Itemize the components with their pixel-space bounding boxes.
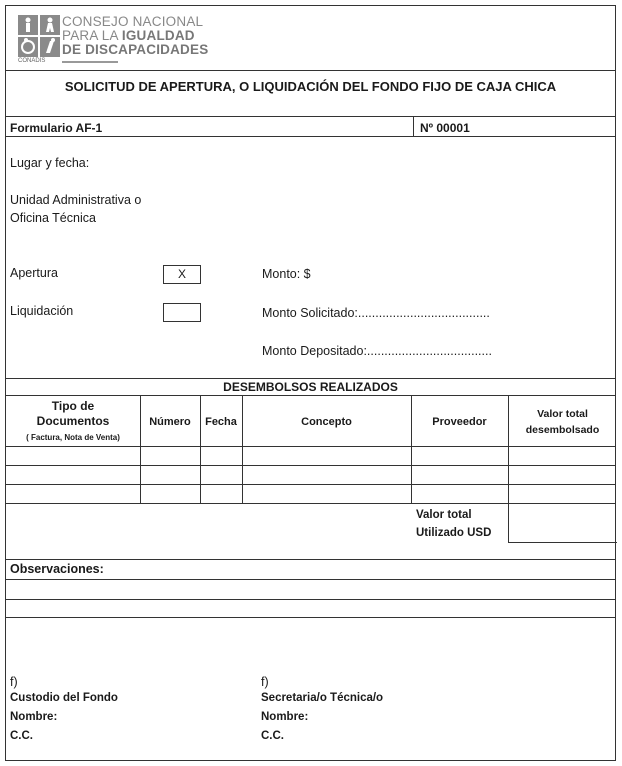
total-label-line2: Utilizado USD	[416, 527, 492, 539]
table-col-line	[140, 395, 141, 503]
observation-line	[6, 617, 615, 618]
monto-depositado-label: Monto Depositado:....................................	[262, 344, 492, 358]
left-sign-cc: C.C.	[10, 730, 33, 742]
header-fecha: Fecha	[205, 416, 237, 428]
left-sign-name: Nombre:	[10, 711, 58, 723]
org-abbr: CONADIS	[18, 58, 46, 64]
table-row-line	[6, 503, 615, 504]
divider	[6, 116, 615, 117]
place-date-label: Lugar y fecha:	[10, 156, 90, 170]
monto-solicitado-label: Monto Solicitado:......................................	[262, 306, 490, 320]
header-valor-line2: desembolsado	[525, 424, 600, 436]
observation-line	[6, 579, 615, 580]
apertura-checkbox[interactable]: X	[163, 265, 201, 284]
right-sign-f: f)	[261, 675, 269, 689]
table-row-line	[6, 465, 615, 466]
divider	[6, 559, 615, 560]
form-number: Nº 00001	[420, 121, 470, 135]
liquidacion-label: Liquidación	[10, 304, 74, 318]
header-tipo-line2: Documentos	[36, 414, 110, 428]
header-numero: Número	[149, 416, 191, 428]
left-sign-role: Custodio del Fondo	[10, 692, 118, 704]
table-row-line	[6, 484, 615, 485]
right-sign-name: Nombre:	[261, 711, 309, 723]
apertura-label: Apertura	[10, 266, 58, 280]
right-sign-role: Secretaria/o Técnica/o	[261, 692, 384, 704]
table-col-line	[200, 395, 201, 503]
unit-label-line1: Unidad Administrativa o	[10, 193, 142, 207]
right-sign-cc: C.C.	[261, 730, 284, 742]
header-tipo-line1: Tipo de	[51, 399, 95, 413]
header-concepto: Concepto	[301, 416, 352, 428]
org-line3: DE DISCAPACIDADES	[62, 42, 209, 57]
table-col-line	[242, 395, 243, 503]
observations-label: Observaciones:	[10, 562, 104, 576]
unit-label-line2: Oficina Técnica	[10, 211, 96, 225]
left-sign-f: f)	[10, 675, 18, 689]
org-line1: CONSEJO NACIONAL	[62, 14, 204, 29]
header-valor-line1: Valor total	[537, 408, 588, 420]
org-name	[62, 15, 208, 57]
divider	[6, 136, 615, 137]
liquidacion-checkbox[interactable]	[163, 303, 201, 322]
form-title: SOLICITUD DE APERTURA, O LIQUIDACIÓN DEL FONDO FIJO DE CAJA CHICA	[64, 79, 557, 94]
divider	[6, 378, 615, 379]
table-col-line	[411, 395, 412, 503]
divider	[413, 116, 414, 136]
org-line2: PARA LA IGUALDAD	[62, 28, 195, 43]
logo-underline	[62, 61, 118, 63]
form-code: Formulario AF-1	[10, 121, 103, 135]
table-row-line	[6, 446, 615, 447]
header-tipo-sub: ( Factura, Nota de Venta)	[26, 433, 120, 442]
form-frame	[5, 5, 616, 761]
observation-line	[6, 599, 615, 600]
divider	[6, 70, 615, 71]
disbursements-title: DESEMBOLSOS REALIZADOS	[223, 380, 398, 394]
header-proveedor: Proveedor	[432, 416, 487, 428]
monto-label: Monto: $	[262, 267, 311, 281]
total-label-line1: Valor total	[416, 509, 472, 521]
total-box-bottom	[508, 542, 617, 543]
divider	[6, 395, 615, 396]
